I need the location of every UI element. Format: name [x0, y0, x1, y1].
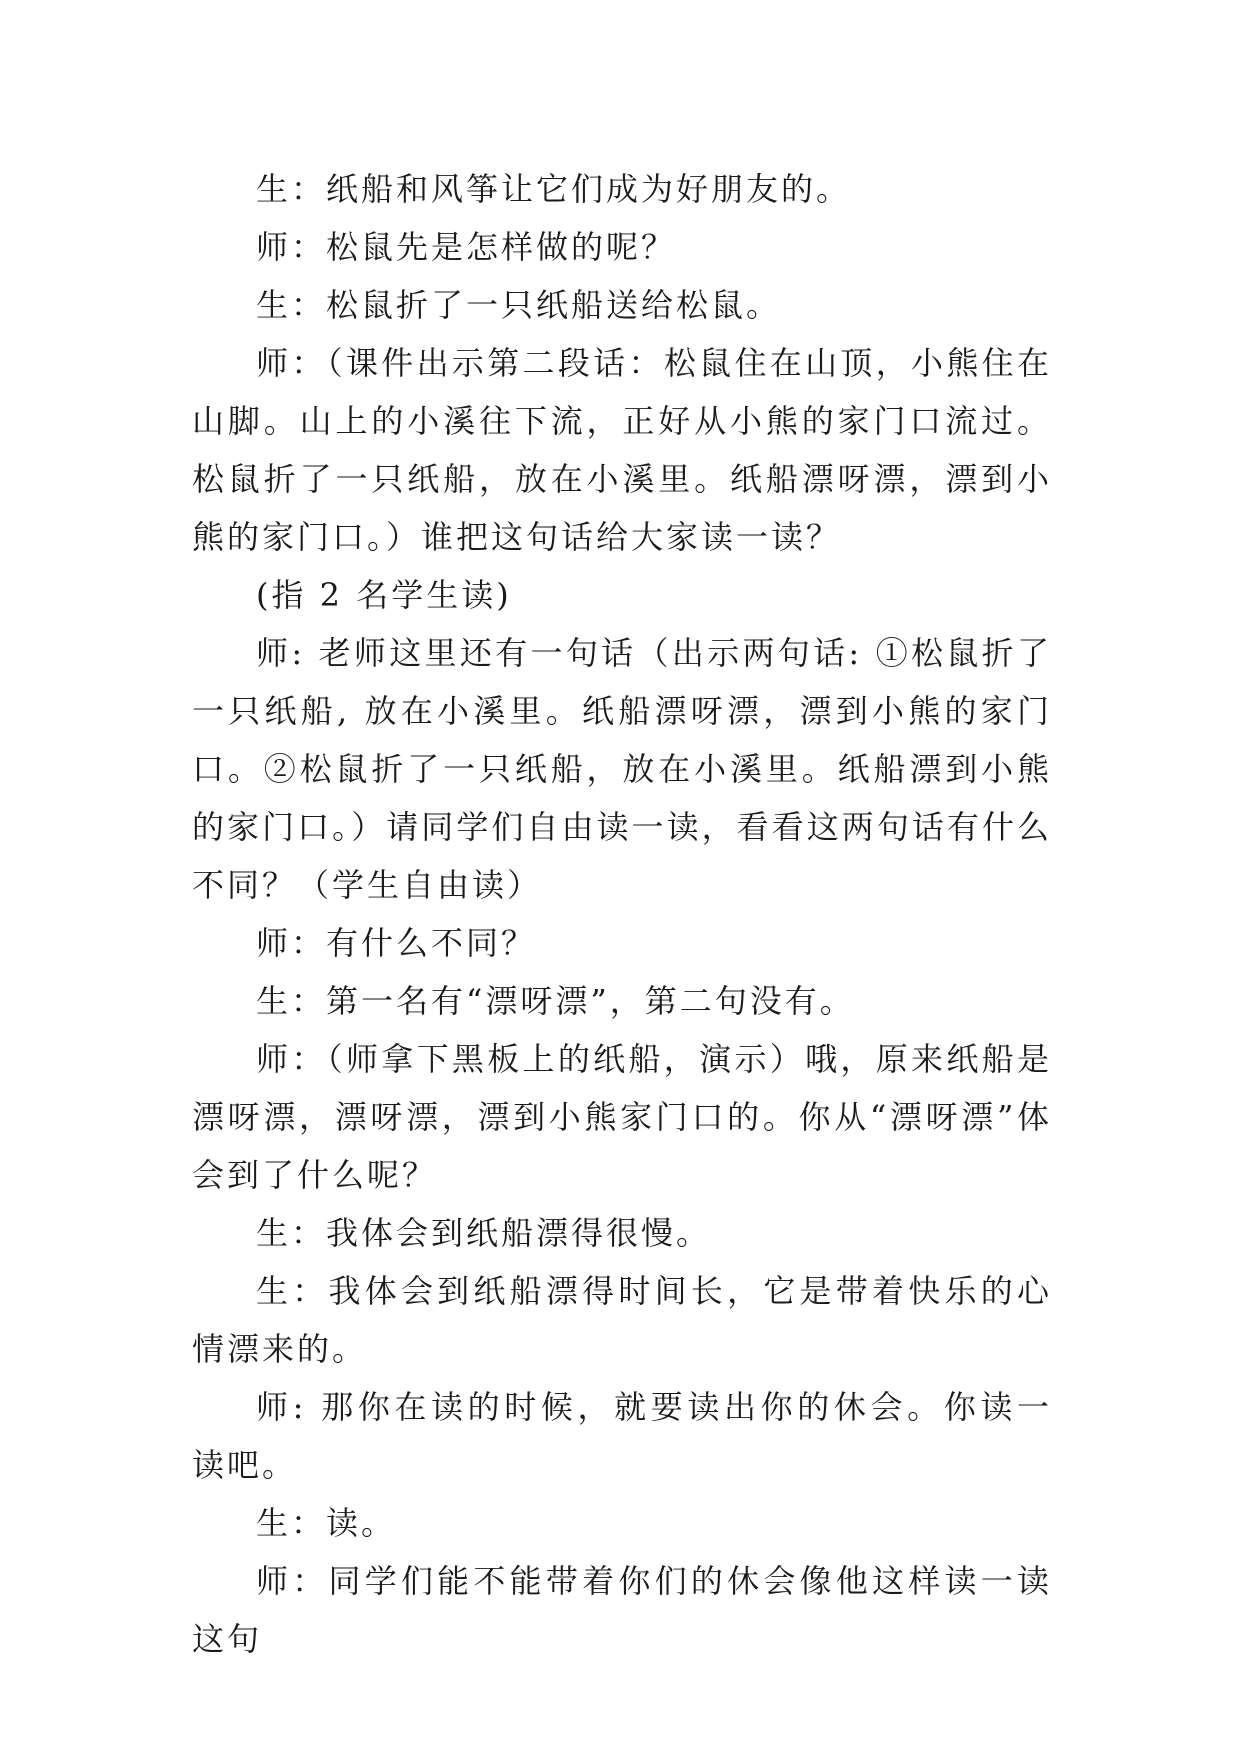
paragraph-2: 师：松鼠先是怎样做的呢？: [256, 228, 677, 266]
paragraph-9: 师：（师拿下黑板上的纸船，演示）哦，原来纸船是漂呀漂，漂呀漂，漂到小熊家门口的。你从“漂呀漂”体会到了什么呢？: [192, 1040, 1052, 1194]
paragraph-10: 生：我体会到纸船漂得很慢。: [256, 1214, 712, 1252]
paragraph-14: 师：同学们能不能带着你们的休会像他这样读一读这句: [192, 1562, 1052, 1658]
paragraph-11: 生：我体会到纸船漂得时间长，它是带着快乐的心情漂来的。: [192, 1272, 1052, 1368]
paragraph-3: 生：松鼠折了一只纸船送给松鼠。: [256, 286, 782, 324]
paragraph-1: 生：纸船和风筝让它们成为好朋友的。: [256, 170, 852, 208]
paragraph-7: 师：有什么不同？: [256, 924, 537, 962]
paragraph-13: 生：读。: [256, 1504, 397, 1542]
paragraph-12: 师: 那你在读的时候，就要读出你的休会。你读一读吧。: [192, 1388, 1052, 1484]
paragraph-8: 生：第一名有“漂呀漂”，第二句没有。: [256, 982, 855, 1020]
document-page: [192, 160, 1052, 1668]
paragraph-6: 师: 老师这里还有一句话（出示两句话: ①松鼠折了一只纸船, 放在小溪里。纸船漂呀漂，漂到小熊的家门口。②松鼠折了一只纸船，放在小溪里。纸船漂到小熊的家门口。）请同学们自由读一读，看看这两句话有什么不同？（学生自由读）: [192, 634, 1052, 904]
paragraph-5: (指 2 名学生读): [256, 576, 512, 614]
paragraph-4: 师：（课件出示第二段话：松鼠住在山顶，小熊住在山脚。山上的小溪往下流，正好从小熊的家门口流过。松鼠折了一只纸船，放在小溪里。纸船漂呀漂，漂到小熊的家门口。）谁把这句话给大家读一读？: [192, 344, 1052, 556]
